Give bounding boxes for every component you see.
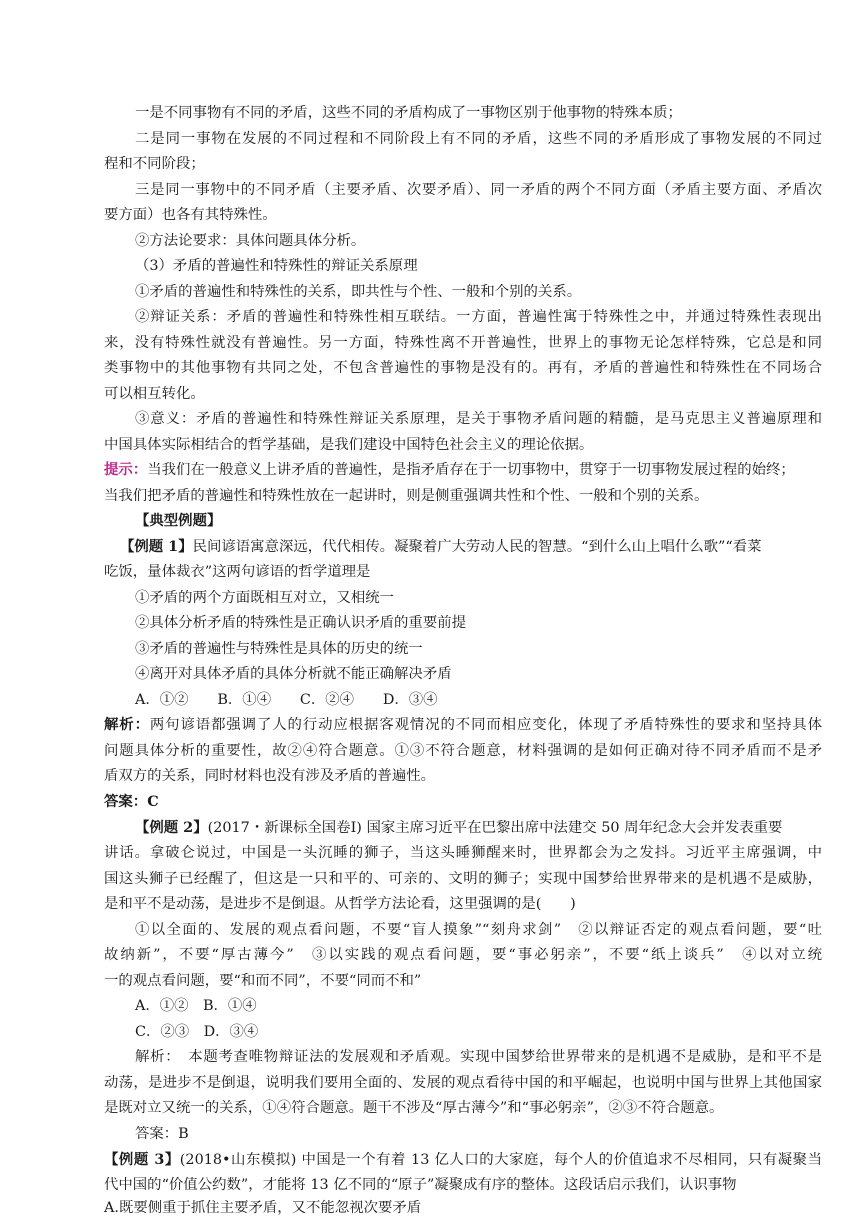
text-line: ①矛盾的普遍性和特殊性的关系，即共性与个性、一般和个别的关系。 [135,284,582,300]
text-line: 是和平不是动荡，是进步不是倒退。从哲学方法论看，这里强调的是( ) [104,896,576,912]
option-item: ③矛盾的普遍性与特殊性是具体的历史的统一 [135,641,423,657]
text-line: 是既对立又统一的关系，①④符合题意。题干不涉及“厚古薄今”和“事必躬亲”，②③不符合题意。 [104,1100,724,1116]
text-line: 讲话。拿破仑说过，中国是一头沉睡的狮子，当这头睡狮醒来时，世界都会为之发抖。习近平主席强调，中 [104,845,822,861]
hint-line [104,460,822,480]
option-item: ④离开对具体矛盾的具体分析就不能正确解决矛盾 [135,666,452,682]
example-1-answer [104,792,159,812]
example-3-label: 【例题 3】 [104,1151,180,1168]
text-line: 来，没有特殊性就没有普遍性。另一方面，特殊性离不开普遍性，世界上的事物无论怎样特殊，它总是和同 [104,335,822,351]
text-line: ②辩证关系：矛盾的普遍性和特殊性相互联结。一方面，普遍性寓于特殊性之中，并通过特殊性表现出 [135,309,822,325]
option-item: ②具体分析矛盾的特殊性是正确认识矛盾的重要前提 [135,615,466,631]
text-line: 吃饭，量体裁衣”这两句谚语的哲学道理是 [104,564,371,580]
analysis-label: 解析： [104,716,150,733]
answer-choices: A．①② B．①④ C．②④ D．③④ [135,692,438,708]
text-line: 三是同一事物中的不同矛盾（主要矛盾、次要矛盾）、同一矛盾的两个不同方面（矛盾主要方面、矛盾次 [135,182,822,198]
text-line: 类事物中的其他事物有共同之处，不包含普遍性的事物是没有的。再有，矛盾的普遍性和特殊性在不同场合 [104,360,822,376]
answer-value: C [147,793,159,810]
example-1-label: 【例题 1】 [120,538,193,555]
text-line: 程和不同阶段； [104,156,205,172]
example-1-question [120,537,822,557]
text-line: 盾双方的关系，同时材料也没有涉及矛盾的普遍性。 [104,768,435,784]
text-line: ②方法论要求：具体问题具体分析。 [135,233,366,249]
text-line: 动荡，是进步不是倒退，说明我们要用全面的、发展的观点看待中国的和平崛起，也说明中国与世界上其他国家 [104,1075,822,1091]
text-line: 要方面）也各有其特殊性。 [104,207,277,223]
option-item: ①以全面的、发展的观点看问题，不要“盲人摸象”“刻舟求剑” ②以辩证否定的观点看问题，要“吐 [135,922,822,938]
text-line: 一是不同事物有不同的矛盾，这些不同的矛盾构成了一事物区别于他事物的特殊本质； [135,105,682,121]
text-line: 国这头狮子已经醒了，但这是一只和平的、可亲的、文明的狮子；实现中国梦给世界带来的是机遇不是威胁， [104,871,822,887]
example-2-question [135,818,822,838]
text-line: 当我们把矛盾的普遍性和特殊性放在一起讲时，则是侧重强调共性和个性、一般和个别的关系。 [104,488,709,504]
section-heading-typical-examples: 【典型例题】 [135,512,222,529]
option-item: 故纳新”，不要“厚古薄今” ③以实践的观点看问题，要“事必躬亲”，不要“纸上谈兵” ④以对立统 [104,947,822,963]
option-item: 一的观点看问题，要“和而不同”，不要“同而不和” [104,973,422,989]
text-line: ③意义：矛盾的普遍性和特殊性辩证关系原理，是关于事物矛盾问题的精髓，是马克思主义普遍原理和 [135,411,822,427]
hint-label: 提示： [104,461,148,478]
text-line: 二是同一事物在发展的不同过程和不同阶段上有不同的矛盾，这些不同的矛盾形成了事物发展的不同过 [135,131,822,147]
text-line: 代中国的“价值公约数”，才能将 13 亿不同的“原子”凝聚成有序的整体。这段话启示我们，认识事物 [104,1177,737,1193]
hint-text: 当我们在一般意义上讲矛盾的普遍性，是指矛盾存在于一切事物中，贯穿于一切事物发展过程的始终； [147,462,795,478]
example-1-analysis [104,715,822,735]
section-heading: （3）矛盾的普遍性和特殊性的辩证关系原理 [135,258,418,274]
answer-choices: A．①② B．①④ [135,998,257,1014]
example-2-text: (2017・新课标全国卷Ⅰ) 国家主席习近平在巴黎出席中法建交 50 周年纪念大会并发表重要 [207,820,783,836]
example-2-answer: 答案：B [135,1126,189,1142]
example-1-text: 民间谚语寓意深远，代代相传。凝聚着广大劳动人民的智慧。“到什么山上唱什么歌”“看菜 [192,539,762,555]
answer-label: 答案： [104,793,148,810]
example-2-label: 【例题 2】 [135,819,208,836]
example-3-question [104,1150,822,1170]
analysis-text: 两句谚语都强调了人的行动应根据客观情况的不同而相应变化，体现了矛盾特殊性的要求和坚持具体 [149,717,822,733]
example-2-analysis: 解析： 本题考查唯物辩证法的发展观和矛盾观。实现中国梦给世界带来的是机遇不是威胁，是和平不是 [135,1049,822,1065]
answer-choices: C．②③ D．③④ [135,1024,259,1040]
option-item: A.既要侧重于抓住主要矛盾，又不能忽视次要矛盾 [104,1200,422,1216]
option-item: ①矛盾的两个方面既相互对立，又相统一 [135,590,395,606]
text-line: 中国具体实际相结合的哲学基础，是我们建设中国特色社会主义的理论依据。 [104,437,594,453]
text-line: 问题具体分析的重要性，故②④符合题意。①③不符合题意，材料强调的是如何正确对待不同矛盾而不是矛 [104,743,822,759]
text-line: 可以相互转化。 [104,386,205,402]
example-3-text: (2018•山东模拟) 中国是一个有着 13 亿人口的大家庭，每个人的价值追求不尽相同，只有凝聚当 [179,1152,822,1168]
